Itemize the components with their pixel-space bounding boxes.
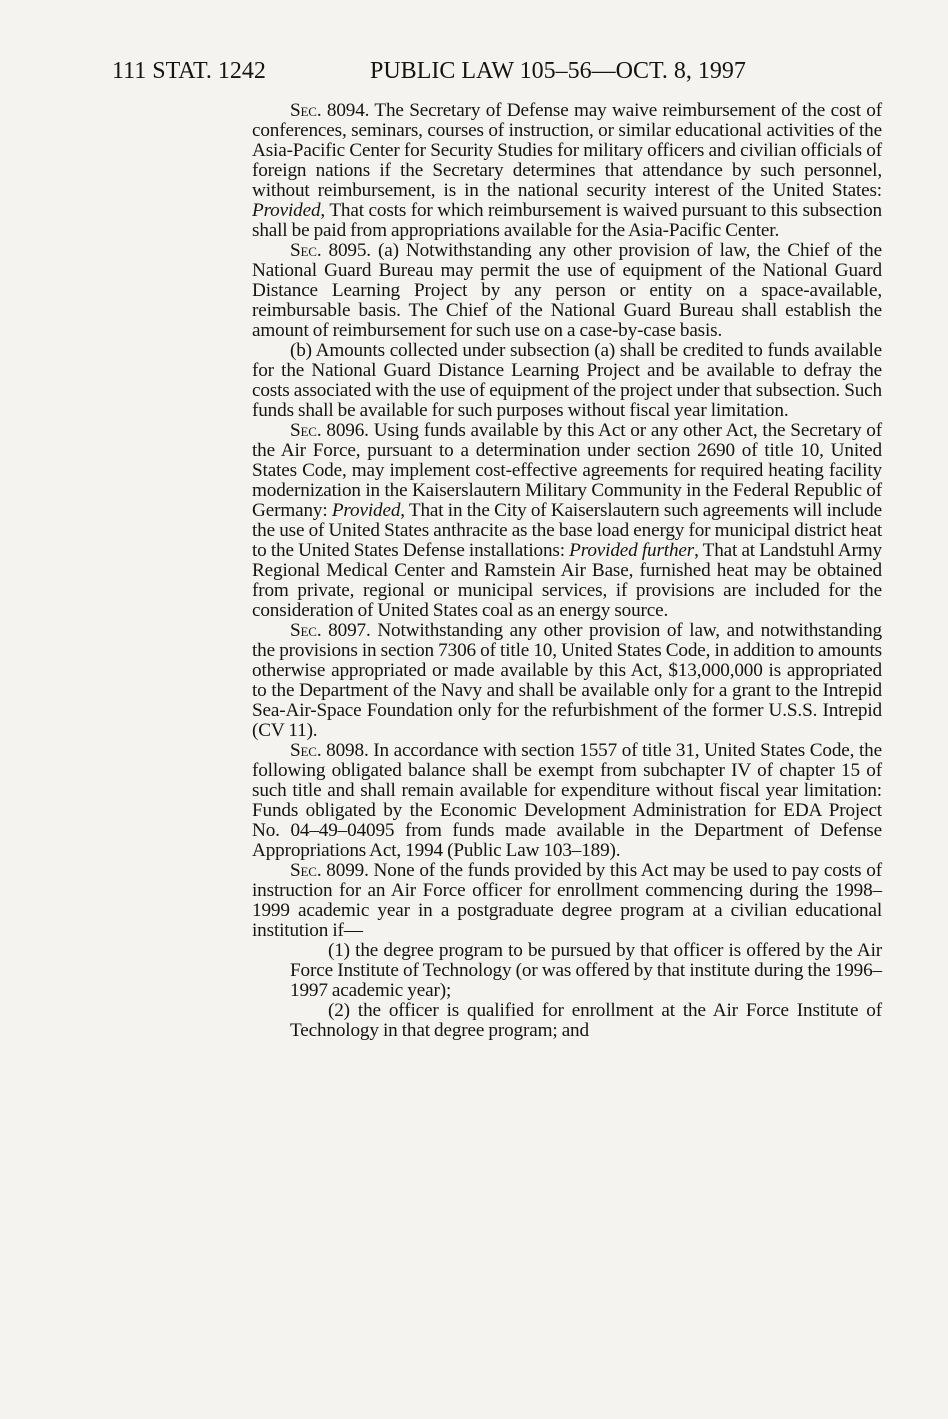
- section-8099-item-1: (1) the degree program to be pursued by that officer is offered by the Air Force Institute of Technology (or was offered by that institute during the 1996–1997 academic year);: [290, 940, 882, 1001]
- provided-further-term: Provided further: [569, 540, 695, 561]
- section-text: In accordance with section 1557 of title 31, United States Code, the following obligated balance shall be exempt from subchapter IV of chapter 15 of such title and shall remain available for expenditure without fiscal year limitation: Funds obligated by the Economic Development Administration for EDA Project No. 04–49–04095 from funds made available in the Department of Defense Appropriations Act, 1994 (Public Law 103–189).: [252, 740, 882, 861]
- public-law-title: PUBLIC LAW 105–56—OCT. 8, 1997: [370, 58, 746, 84]
- provided-term: Provided: [331, 500, 401, 521]
- section-8099: [252, 861, 882, 941]
- section-8099-item-2: (2) the officer is qualified for enrollment at the Air Force Institute of Technology in that degree program; and: [290, 1000, 882, 1041]
- document-body: [252, 101, 882, 1041]
- section-text: None of the funds provided by this Act may be used to pay costs of instruction for an Air Force officer for enrollment commencing during the 1998–1999 academic year in a postgraduate degree program at a civilian educational institution if—: [252, 860, 882, 941]
- section-8098: [252, 741, 882, 861]
- section-8095-b: (b) Amounts collected under subsection (a) shall be credited to funds available for the National Guard Distance Learning Project and be available to defray the costs associated with the use of equipment of the project under that subsection. Such funds shall be available for such purposes without fiscal year limitation.: [252, 340, 882, 421]
- section-label: Sec. 8099.: [290, 860, 369, 881]
- section-text: , That in the City of Kaiserslautern such agreements will include the use of United States anthracite as the base load energy for municipal district heat to the United States Defense installations:: [252, 500, 882, 561]
- section-8094: [252, 101, 882, 241]
- section-label: Sec. 8097.: [290, 620, 371, 641]
- section-label: Sec. 8094.: [290, 100, 370, 121]
- section-text: (a) Notwithstanding any other provision of law, the Chief of the National Guard Bureau may permit the use of equipment of the National Guard Distance Learning Project by any person or entity on a space-available, reimbursable basis. The Chief of the National Guard Bureau shall establish the amount of reimbursement for such use on a case-by-case basis.: [252, 240, 882, 341]
- section-text: , That at Landstuhl Army Regional Medical Center and Ramstein Air Base, furnished heat may be obtained from private, regional or municipal services, if provisions are included for the consideration of United States coal as an energy source.: [252, 540, 882, 621]
- section-8097: [252, 621, 882, 741]
- section-text: , That costs for which reimbursement is waived pursuant to this subsection shall be paid from appropriations available for the Asia-Pacific Center.: [252, 200, 882, 241]
- section-8095-a: [252, 241, 882, 341]
- provided-term: Provided: [252, 200, 321, 221]
- section-label: Sec. 8095.: [290, 240, 371, 261]
- section-text: Notwithstanding any other provision of law, and notwithstanding the provisions in section 7306 of title 10, United States Code, in addition to amounts otherwise appropriated or made available by this Act, $13,000,000 is appropriated to the Department of the Navy and shall be available only for a grant to the Intrepid Sea-Air-Space Foundation only for the refurbishment of the former U.S.S. Intrepid (CV 11).: [252, 620, 882, 741]
- section-text: Using funds available by this Act or any other Act, the Secretary of the Air Force, pursuant to a determination under section 2690 of title 10, United States Code, may implement cost-effective agreements for required heating facility modernization in the Kaiserslautern Military Community in the Federal Republic of Germany:: [252, 420, 882, 521]
- section-label: Sec. 8096.: [290, 420, 369, 441]
- section-label: Sec. 8098.: [290, 740, 369, 761]
- section-text: The Secretary of Defense may waive reimbursement of the cost of conferences, seminars, courses of instruction, or similar educational activities of the Asia-Pacific Center for Security Studies for military officers and civilian officials of foreign nations if the Secretary determines that attendance by such personnel, without reimbursement, is in the national security interest of the United States:: [252, 100, 882, 201]
- section-8096: [252, 421, 882, 621]
- statute-citation: 111 STAT. 1242: [112, 58, 266, 84]
